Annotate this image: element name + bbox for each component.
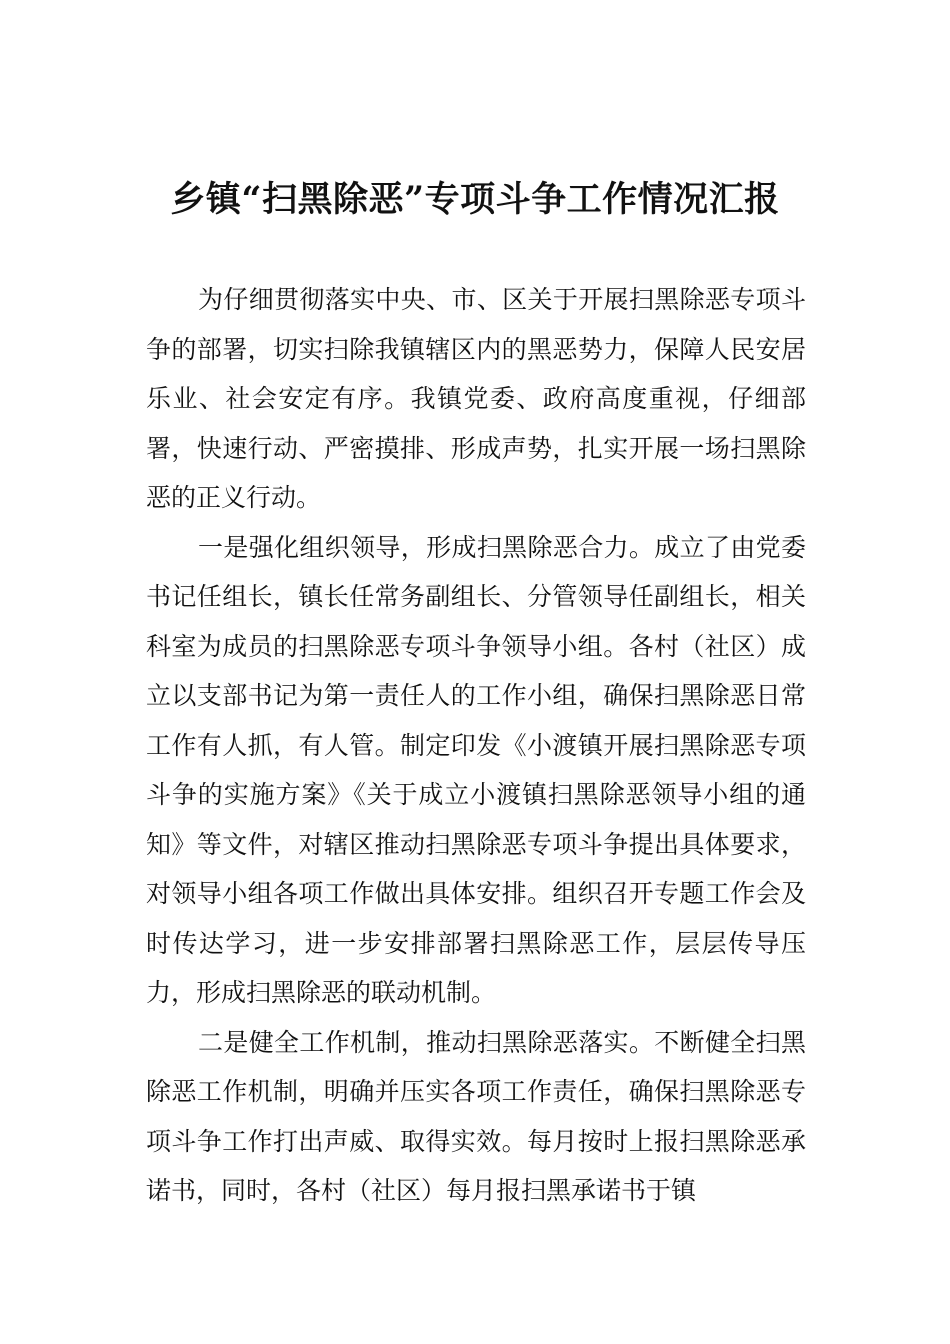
document-title: 乡镇“扫黑除恶”专项斗争工作情况汇报 [170, 179, 780, 220]
paragraph-work-mechanism: 二是健全工作机制，推动扫黑除恶落实。不断健全扫黑除恶工作机制，明确并压实各项工作责任，确保扫黑除恶专项斗争工作打出声威、取得实效。每月按时上报扫黑除恶承诺书，同时，各村（社区）每月报扫黑承诺书于镇 [146, 1027, 806, 1205]
document-body [146, 275, 806, 1216]
paragraph-organization-leadership: 一是强化组织领导，形成扫黑除恶合力。成立了由党委书记任组长，镇长任常务副组长、分管领导任副组长，相关科室为成员的扫黑除恶专项斗争领导小组。各村（社区）成立以支部书记为第一责任人的工作小组，确保扫黑除恶日常工作有人抓，有人管。制定印发《小渡镇开展扫黑除恶专项斗争的实施方案》《关于成立小渡镇扫黑除恶领导小组的通知》等文件，对辖区推动扫黑除恶专项斗争提出具体要求，对领导小组各项工作做出具体安排。组织召开专题工作会及时传达学习，进一步安排部署扫黑除恶工作，层层传导压力，形成扫黑除恶的联动机制。 [146, 532, 806, 1007]
paragraph-intro: 为仔细贯彻落实中央、市、区关于开展扫黑除恶专项斗争的部署，切实扫除我镇辖区内的黑恶势力，保障人民安居乐业、社会安定有序。我镇党委、政府高度重视，仔细部署，快速行动、严密摸排、形成声势，扎实开展一场扫黑除恶的正义行动。 [146, 285, 806, 512]
